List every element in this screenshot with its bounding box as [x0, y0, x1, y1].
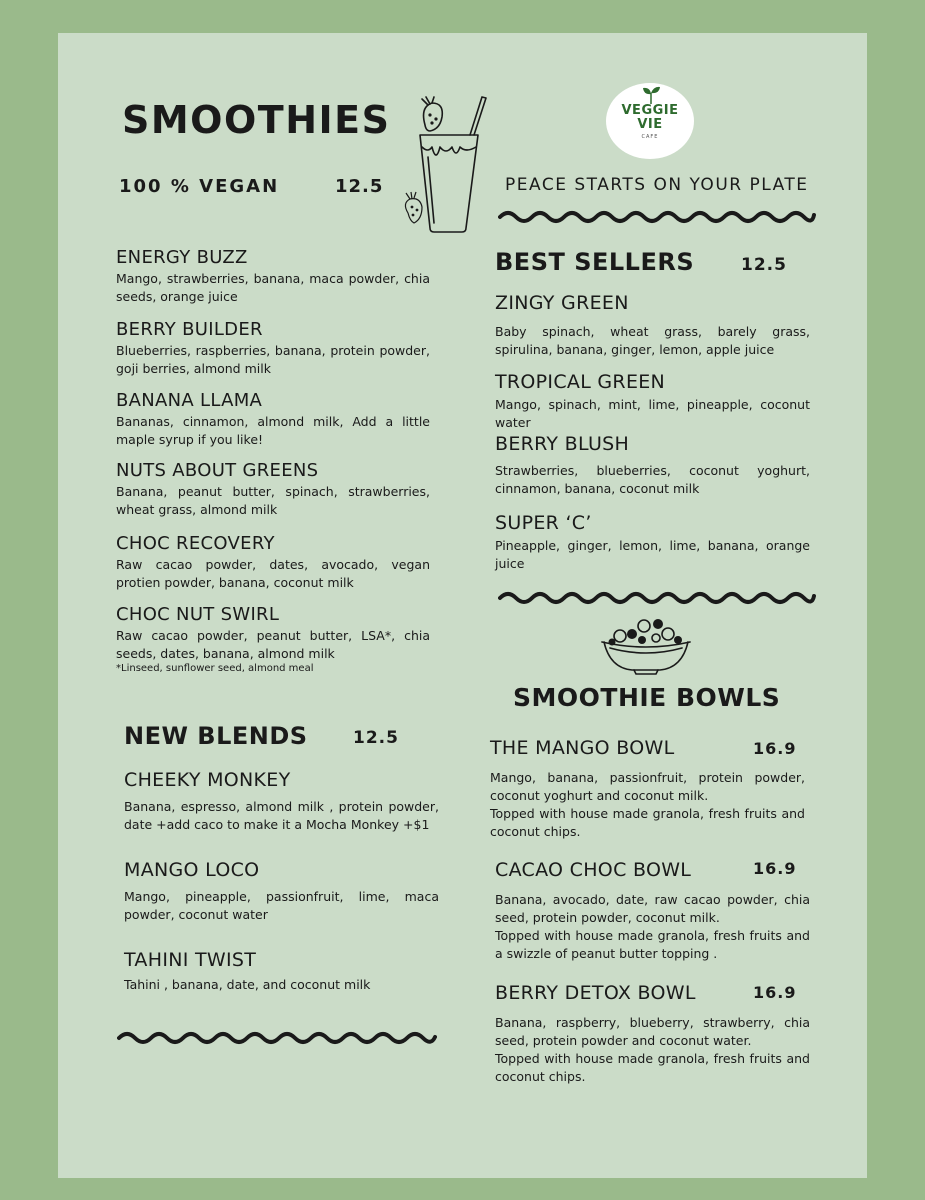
menu-item — [116, 460, 430, 519]
item-desc: Banana, espresso, almond milk , protein powder, date +add caco to make it a Mocha Monkey +$1 — [124, 799, 439, 832]
item-name: ZINGY GREEN — [495, 292, 629, 314]
item-desc: Mango, strawberries, banana, maca powder, chia seeds, orange juice — [116, 271, 430, 304]
tagline: PEACE STARTS ON YOUR PLATE — [505, 175, 809, 195]
vegan-label: 100 % VEGAN — [119, 176, 280, 197]
item-name: CHOC RECOVERY — [116, 533, 275, 554]
item-desc: Banana, peanut butter, spinach, strawberries, wheat grass, almond milk — [116, 484, 430, 517]
menu-item — [116, 247, 430, 306]
item-name: CHEEKY MONKEY — [124, 769, 291, 791]
item-name: CHOC NUT SWIRL — [116, 604, 280, 625]
item-desc: Baby spinach, wheat grass, barely grass, spirulina, banana, ginger, lemon, apple juice — [495, 324, 810, 357]
item-name: BERRY DETOX BOWL — [495, 982, 696, 1004]
item-name: MANGO LOCO — [124, 859, 260, 881]
item-desc: Mango, banana, passionfruit, protein powder, coconut yoghurt and coconut milk. — [490, 770, 805, 803]
menu-item — [116, 319, 430, 378]
item-desc: Raw cacao powder, dates, avocado, vegan protien powder, banana, coconut milk — [116, 557, 430, 590]
wavy-divider — [117, 1028, 437, 1048]
best-sellers-price: 12.5 — [741, 255, 787, 275]
item-name: BERRY BLUSH — [495, 433, 630, 455]
menu-item — [124, 769, 439, 834]
menu-item — [495, 433, 810, 498]
item-topping: Topped with house made granola, fresh fruits and a swizzle of peanut butter topping . — [495, 928, 810, 961]
smoothie-bowls-heading: SMOOTHIE BOWLS — [513, 683, 781, 712]
item-price: 16.9 — [753, 859, 797, 878]
item-desc: Banana, raspberry, blueberry, strawberry, chia seed, protein powder and coconut water. — [495, 1015, 810, 1048]
menu-item — [495, 512, 810, 573]
item-name: SUPER ‘C’ — [495, 512, 592, 534]
item-desc: Pineapple, ginger, lemon, lime, banana, orange juice — [495, 538, 810, 571]
smoothie-bowl-icon — [598, 612, 694, 676]
menu-item — [116, 604, 430, 675]
item-desc: Raw cacao powder, peanut butter, LSA*, chia seeds, dates, banana, almond milk — [116, 628, 430, 661]
veggie-vie-logo — [606, 83, 694, 159]
wavy-divider — [498, 207, 816, 227]
logo-line-1: VEGGIE — [621, 103, 679, 118]
logo-line-2: VIE — [637, 117, 663, 132]
new-blends-price: 12.5 — [353, 728, 399, 748]
menu-item — [124, 949, 439, 994]
item-desc: Bananas, cinnamon, almond milk, Add a little maple syrup if you like! — [116, 414, 430, 447]
smoothie-glass-icon — [400, 95, 495, 240]
item-desc: Blueberries, raspberries, banana, protein powder, goji berries, almond milk — [116, 343, 430, 376]
item-desc: Strawberries, blueberries, coconut yoghurt, cinnamon, banana, coconut milk — [495, 463, 810, 496]
item-name: TROPICAL GREEN — [495, 371, 666, 393]
logo-line-3: CAFE — [641, 134, 659, 140]
item-name: NUTS ABOUT GREENS — [116, 460, 319, 481]
menu-item — [495, 292, 810, 359]
item-name: BERRY BUILDER — [116, 319, 263, 340]
item-desc: Mango, pineapple, passionfruit, lime, maca powder, coconut water — [124, 889, 439, 922]
item-name: ENERGY BUZZ — [116, 247, 248, 268]
item-topping: Topped with house made granola, fresh fruits and coconut chips. — [490, 806, 805, 839]
item-desc: Banana, avocado, date, raw cacao powder, chia seed, protein powder, coconut milk. — [495, 892, 810, 925]
item-name: TAHINI TWIST — [124, 949, 257, 971]
item-price: 16.9 — [753, 983, 797, 1002]
item-name: THE MANGO BOWL — [490, 737, 675, 759]
page-title: SMOOTHIES — [122, 98, 391, 142]
menu-item — [124, 859, 439, 924]
item-desc: Mango, spinach, mint, lime, pineapple, coconut water — [495, 397, 810, 430]
menu-item — [495, 371, 810, 432]
new-blends-heading: NEW BLENDS — [124, 722, 308, 750]
item-topping: Topped with house made granola, fresh fruits and coconut chips. — [495, 1051, 810, 1084]
item-footnote: *Linseed, sunflower seed, almond meal — [116, 663, 314, 674]
item-desc: Tahini , banana, date, and coconut milk — [124, 977, 371, 992]
smoothies-price: 12.5 — [335, 176, 384, 197]
best-sellers-heading: BEST SELLERS — [495, 248, 695, 276]
item-name: BANANA LLAMA — [116, 390, 263, 411]
item-price: 16.9 — [753, 739, 797, 758]
item-name: CACAO CHOC BOWL — [495, 859, 692, 881]
menu-item — [116, 533, 430, 592]
menu-item — [116, 390, 430, 449]
leaf-icon — [640, 85, 662, 105]
wavy-divider — [498, 588, 816, 608]
